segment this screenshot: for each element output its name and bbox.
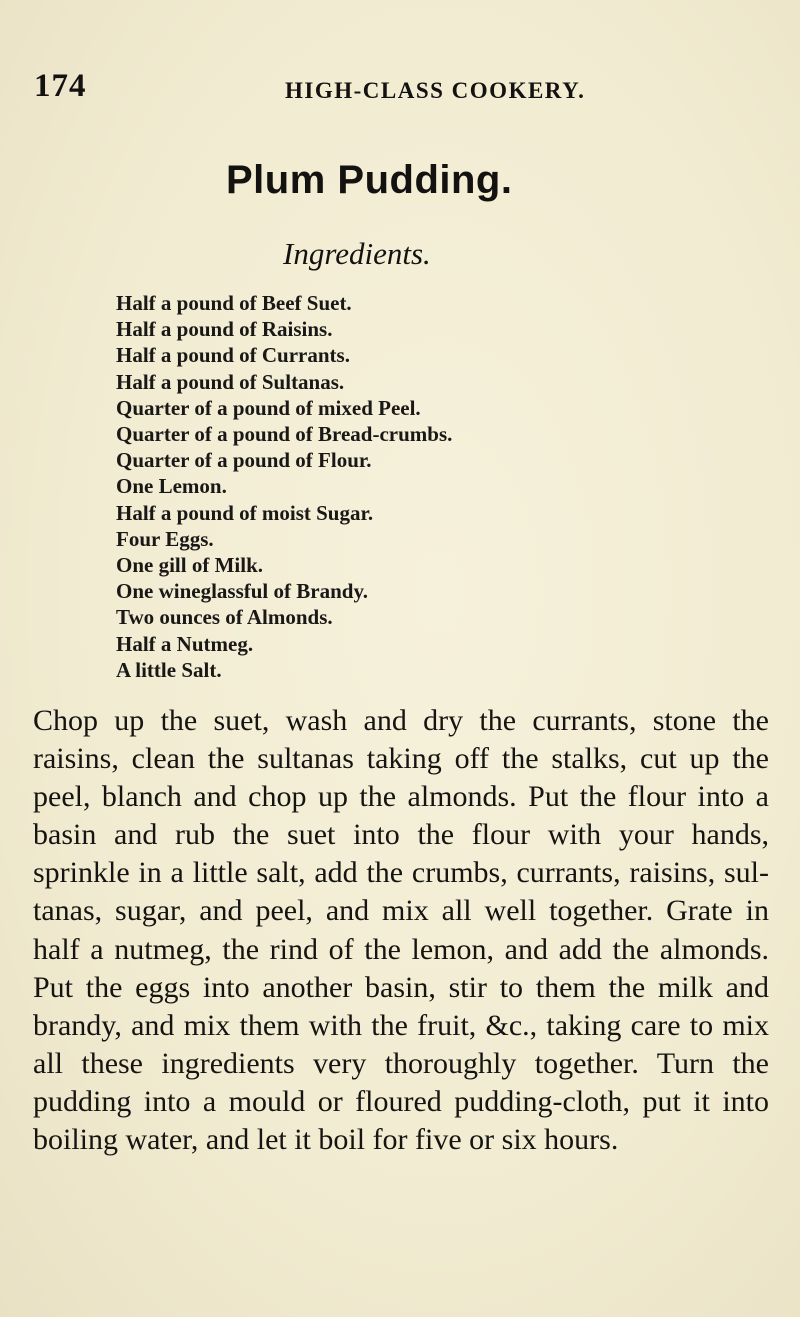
ingredients-list <box>116 290 452 683</box>
ingredient-item: Two ounces of Almonds. <box>116 605 333 630</box>
ingredient-item: Quarter of a pound of mixed Peel. <box>116 395 421 420</box>
ingredients-heading: Ingredients. <box>283 236 431 271</box>
ingredient-item: Quarter of a pound of Bread-crumbs. <box>116 422 453 447</box>
ingredient-item: Half a Nutmeg. <box>116 631 254 656</box>
running-head: HIGH-CLASS COOKERY. <box>285 78 586 103</box>
ingredient-item: One Lemon. <box>116 474 227 499</box>
page-number: 174 <box>34 68 87 104</box>
ingredient-item: One gill of Milk. <box>116 553 263 578</box>
ingredient-item: Half a pound of moist Sugar. <box>116 500 374 525</box>
ingredient-item: Half a pound of Beef Suet. <box>116 291 352 315</box>
ingredient-item: One wineglassful of Brandy. <box>116 579 369 604</box>
ingredient-item: Quarter of a pound of Flour. <box>116 448 372 473</box>
ingredient-item: A little Salt. <box>116 657 222 682</box>
ingredient-item: Half a pound of Raisins. <box>116 317 333 342</box>
ingredient-item: Half a pound of Sultanas. <box>116 369 345 394</box>
recipe-title: Plum Pudding. <box>226 158 513 202</box>
ingredient-item: Half a pound of Currants. <box>116 343 350 368</box>
ingredient-item: Four Eggs. <box>116 526 214 551</box>
method-paragraph: Chop up the suet, wash and dry the currants, stone the raisins, clean the sultanas taking off the stalks, cut up the peel, blanch and chop up the almonds. Put the flour into a basin and rub the suet into the flour with your hands, sprinkle in a little salt, add the crumbs, currants, raisins, sul-tanas, sugar, and peel, and mix all well together. Grate in half a nutmeg, the rind of the lemon, and add the almonds. Put the eggs into another basin, stir to them the milk and brandy, and mix them with the fruit, &c., taking care to mix all these ingredients very thoroughly together. Turn the pudding into a mould or floured pudding-cloth, put it into boiling water, and let it boil for five or six hours. <box>33 704 769 1157</box>
